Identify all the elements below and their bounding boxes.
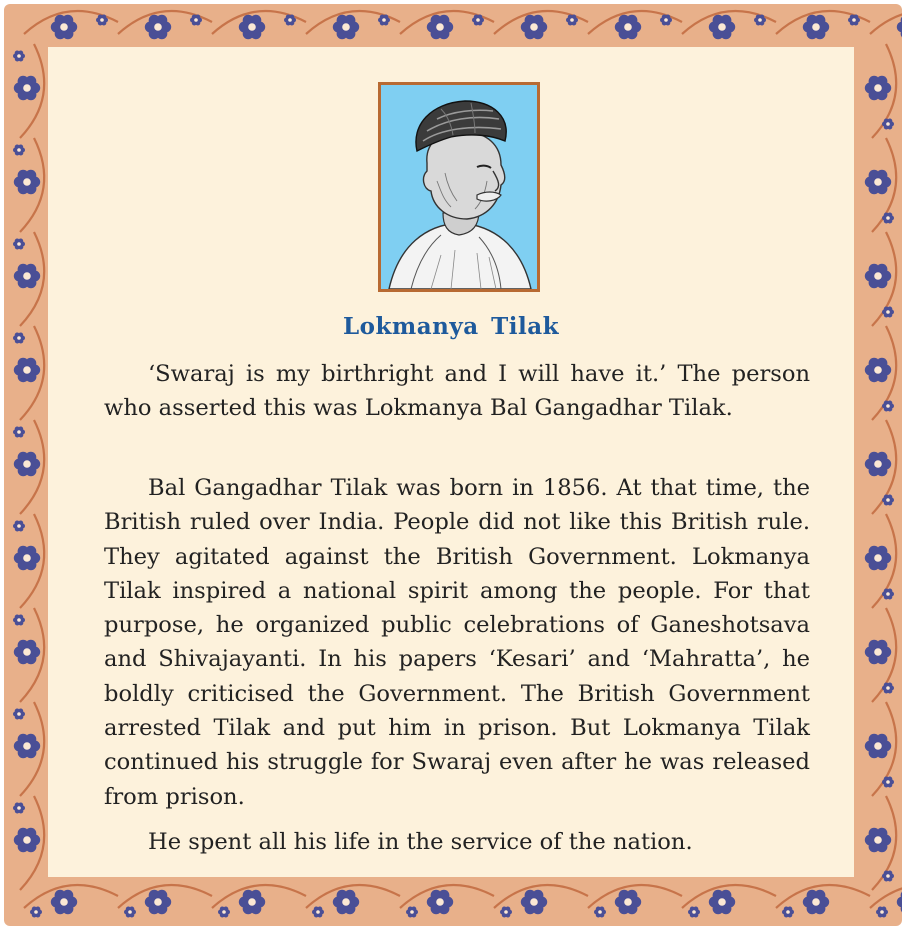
border-flower (14, 76, 40, 100)
portrait-illustration (381, 85, 537, 289)
border-flower (14, 734, 40, 758)
border-flower (13, 803, 25, 814)
border-flower (333, 890, 359, 914)
border-flower (882, 683, 894, 694)
border-flower (13, 333, 25, 344)
border-flower (803, 890, 829, 914)
border-flower (14, 828, 40, 852)
border-flower (218, 907, 230, 918)
border-flower (145, 890, 171, 914)
border-flower (13, 427, 25, 438)
border-flower (865, 734, 891, 758)
border-flower (13, 709, 25, 720)
border-flower (709, 15, 735, 39)
page-title: Lokmanya Tilak (342, 313, 560, 340)
border-flower (897, 15, 902, 39)
border-flower (14, 640, 40, 664)
border-flower (14, 358, 40, 382)
border-flower (14, 452, 40, 476)
border-flower (865, 358, 891, 382)
border-flower (882, 777, 894, 788)
border-flower (882, 307, 894, 318)
border-flower (14, 546, 40, 570)
portrait-frame (378, 82, 540, 292)
border-flower (865, 170, 891, 194)
border-flower (521, 890, 547, 914)
paragraph-conclusion: He spent all his life in the service of the nation. (148, 829, 693, 855)
border-flower (688, 907, 700, 918)
border-flower (865, 546, 891, 570)
border-flower (882, 119, 894, 130)
border-flower (239, 15, 265, 39)
border-flower (427, 890, 453, 914)
border-flower (51, 890, 77, 914)
paragraph-quote: ‘Swaraj is my birthright and I will have it.’ The person who asserted this was Lokmanya Bal Gangadhar Tilak. (104, 361, 810, 422)
border-flower (13, 145, 25, 156)
border-flower (500, 907, 512, 918)
border-flower (333, 15, 359, 39)
content-panel (48, 47, 854, 877)
border-flower (876, 907, 888, 918)
border-flower (882, 401, 894, 412)
border-flower (51, 15, 77, 39)
border-flower (406, 907, 418, 918)
border-flower (145, 15, 171, 39)
border-flower (897, 890, 902, 914)
border-flower (594, 907, 606, 918)
border-flower (30, 907, 42, 918)
border-flower (882, 589, 894, 600)
border-flower (239, 890, 265, 914)
border-flower (882, 871, 894, 882)
border-flower (14, 264, 40, 288)
border-flower (521, 15, 547, 39)
border-flower (13, 239, 25, 250)
border-flower (13, 521, 25, 532)
border-flower (882, 213, 894, 224)
border-flower (865, 264, 891, 288)
border-flower (865, 828, 891, 852)
border-flower (427, 15, 453, 39)
border-flower (615, 15, 641, 39)
border-flower (803, 15, 829, 39)
border-flower (882, 495, 894, 506)
border-flower (14, 170, 40, 194)
border-vine (870, 11, 902, 34)
border-flower (312, 907, 324, 918)
paragraph-biography: Bal Gangadhar Tilak was born in 1856. At that time, the British ruled over India. People did not like this British rule. They agitated against the British Government. Lokmanya Tilak inspired a national spirit among the people. For that purpose, he organized public celebrations of Ganeshotsava and Shivajayanti. In his papers ‘Kesari’ and ‘Mahratta’, he boldly criticised the Government. The British Government arrested Tilak and put him in prison. But Lokmanya Tilak continued his struggle for Swaraj even after he was released from prison. (104, 475, 810, 810)
border-flower (865, 640, 891, 664)
border-flower (709, 890, 735, 914)
border-flower (865, 452, 891, 476)
border-flower (615, 890, 641, 914)
border-flower (782, 907, 794, 918)
border-flower (13, 615, 25, 626)
border-flower (124, 907, 136, 918)
border-flower (865, 76, 891, 100)
border-flower (13, 51, 25, 62)
